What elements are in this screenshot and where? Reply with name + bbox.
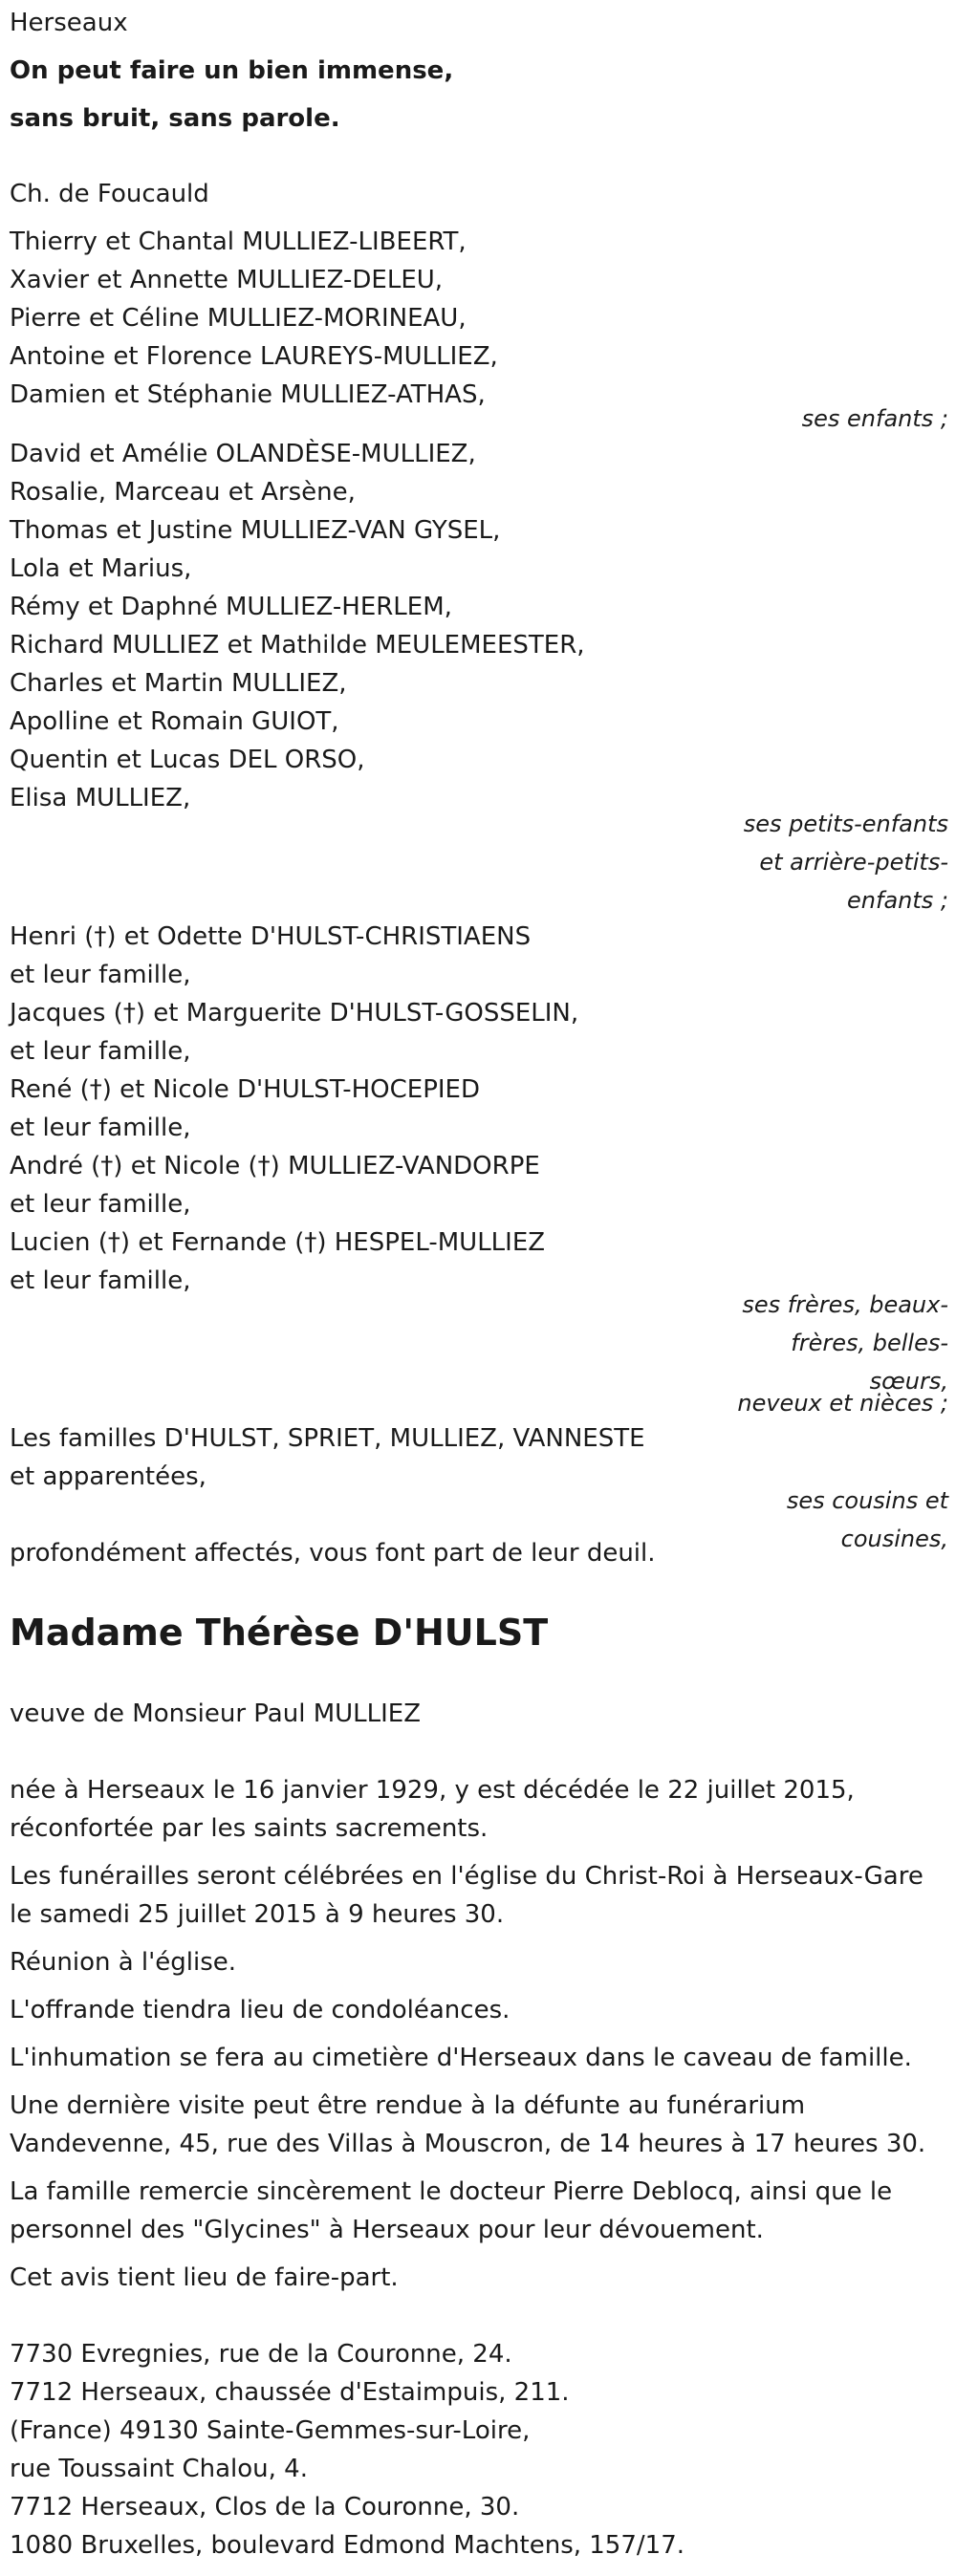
grandchildren-label-line: ses petits-enfants [743,811,948,837]
child-line: Pierre et Céline MULLIEZ-MORINEAU, [10,304,467,333]
paragraph-line: L'inhumation se fera au cimetière d'Herseaux dans le caveau de famille. [10,2044,912,2072]
sibling-line: André (†) et Nicole (†) MULLIEZ-VANDORPE [10,1152,540,1180]
cousins-label-line: cousines, [840,1526,948,1552]
cousins-label-line: ses cousins et [786,1487,948,1514]
grandchild-line: Thomas et Justine MULLIEZ-VAN GYSEL, [10,516,501,545]
paragraph-line: née à Herseaux le 16 janvier 1929, y est décédée le 22 juillet 2015, [10,1776,855,1805]
grandchild-line: Quentin et Lucas DEL ORSO, [10,746,365,774]
place-heading: Herseaux [10,9,128,37]
sibling-line: et leur famille, [10,1190,191,1219]
address-line: rue Toussaint Chalou, 4. [10,2455,308,2483]
address-line: 1080 Bruxelles, boulevard Edmond Machtens, 157/17. [10,2531,684,2560]
siblings-label-line: ses frères, beaux- [742,1291,948,1318]
grandchild-line: Apolline et Romain GUIOT, [10,707,339,736]
sibling-line: René (†) et Nicole D'HULST-HOCEPIED [10,1075,481,1104]
paragraph-line: réconfortée par les saints sacrements. [10,1814,489,1843]
child-line: Xavier et Annette MULLIEZ-DELEU, [10,266,444,294]
sibling-line: et leur famille, [10,1114,191,1142]
grandchild-line: Richard MULLIEZ et Mathilde MEULEMEESTER, [10,631,585,660]
grandchild-line: Rosalie, Marceau et Arsène, [10,478,356,507]
grandchild-line: David et Amélie OLANDÈSE-MULLIEZ, [10,440,476,468]
widow-of: veuve de Monsieur Paul MULLIEZ [10,1699,422,1728]
child-line: Damien et Stéphanie MULLIEZ-ATHAS, [10,380,486,409]
quote-line-1: On peut faire un bien immense, [10,56,454,85]
paragraph-line: La famille remercie sincèrement le docteur Pierre Deblocq, ainsi que le [10,2177,893,2206]
address-line: 7730 Evregnies, rue de la Couronne, 24. [10,2340,512,2369]
paragraph-line: Les funérailles seront célébrées en l'église du Christ-Roi à Herseaux-Gare [10,1862,923,1891]
announcement: profondément affectés, vous font part de leur deuil. [10,1539,656,1568]
paragraph-line: Cet avis tient lieu de faire-part. [10,2263,399,2292]
child-line: Antoine et Florence LAUREYS-MULLIEZ, [10,342,498,371]
quote-author: Ch. de Foucauld [10,180,209,208]
grandchild-line: Elisa MULLIEZ, [10,784,191,812]
sibling-line: et leur famille, [10,1266,191,1295]
siblings-label-line: neveux et nièces ; [737,1390,948,1417]
sibling-line: et leur famille, [10,1037,191,1066]
siblings-label-line: frères, belles- [791,1330,948,1356]
sibling-line: Henri (†) et Odette D'HULST-CHRISTIAENS [10,922,532,951]
paragraph-line: personnel des "Glycines" à Herseaux pour leur dévouement. [10,2216,764,2244]
address-line: 7712 Herseaux, Clos de la Couronne, 30. [10,2493,520,2522]
address-line: (France) 49130 Sainte-Gemmes-sur-Loire, [10,2416,531,2445]
grandchildren-label-line: et arrière-petits- [759,849,948,876]
sibling-line: Lucien (†) et Fernande (†) HESPEL-MULLIEZ [10,1228,546,1257]
address-line: 7712 Herseaux, chaussée d'Estaimpuis, 211. [10,2378,570,2407]
paragraph-line: Vandevenne, 45, rue des Villas à Mouscron, de 14 heures à 17 heures 30. [10,2130,926,2158]
sibling-line: et leur famille, [10,961,191,989]
grandchildren-label-line: enfants ; [847,887,948,914]
paragraph-line: Une dernière visite peut être rendue à la défunte au funérarium [10,2091,806,2120]
sibling-line: Jacques (†) et Marguerite D'HULST-GOSSELIN, [10,999,579,1028]
families-line: et apparentées, [10,1462,206,1491]
quote-line-2: sans bruit, sans parole. [10,104,340,133]
paragraph-line: Réunion à l'église. [10,1948,237,1977]
paragraph-line: le samedi 25 juillet 2015 à 9 heures 30. [10,1900,505,1929]
families-line: Les familles D'HULST, SPRIET, MULLIEZ, VANNESTE [10,1424,645,1453]
grandchild-line: Lola et Marius, [10,554,192,583]
grandchild-line: Rémy et Daphné MULLIEZ-HERLEM, [10,593,452,621]
siblings-label-line: sœurs, [869,1368,948,1395]
child-line: Thierry et Chantal MULLIEZ-LIBEERT, [10,227,467,256]
children-label: ses enfants ; [801,405,948,432]
deceased-name: Madame Thérèse D'HULST [10,1612,549,1654]
grandchild-line: Charles et Martin MULLIEZ, [10,669,347,698]
paragraph-line: L'offrande tiendra lieu de condoléances. [10,1996,511,2024]
